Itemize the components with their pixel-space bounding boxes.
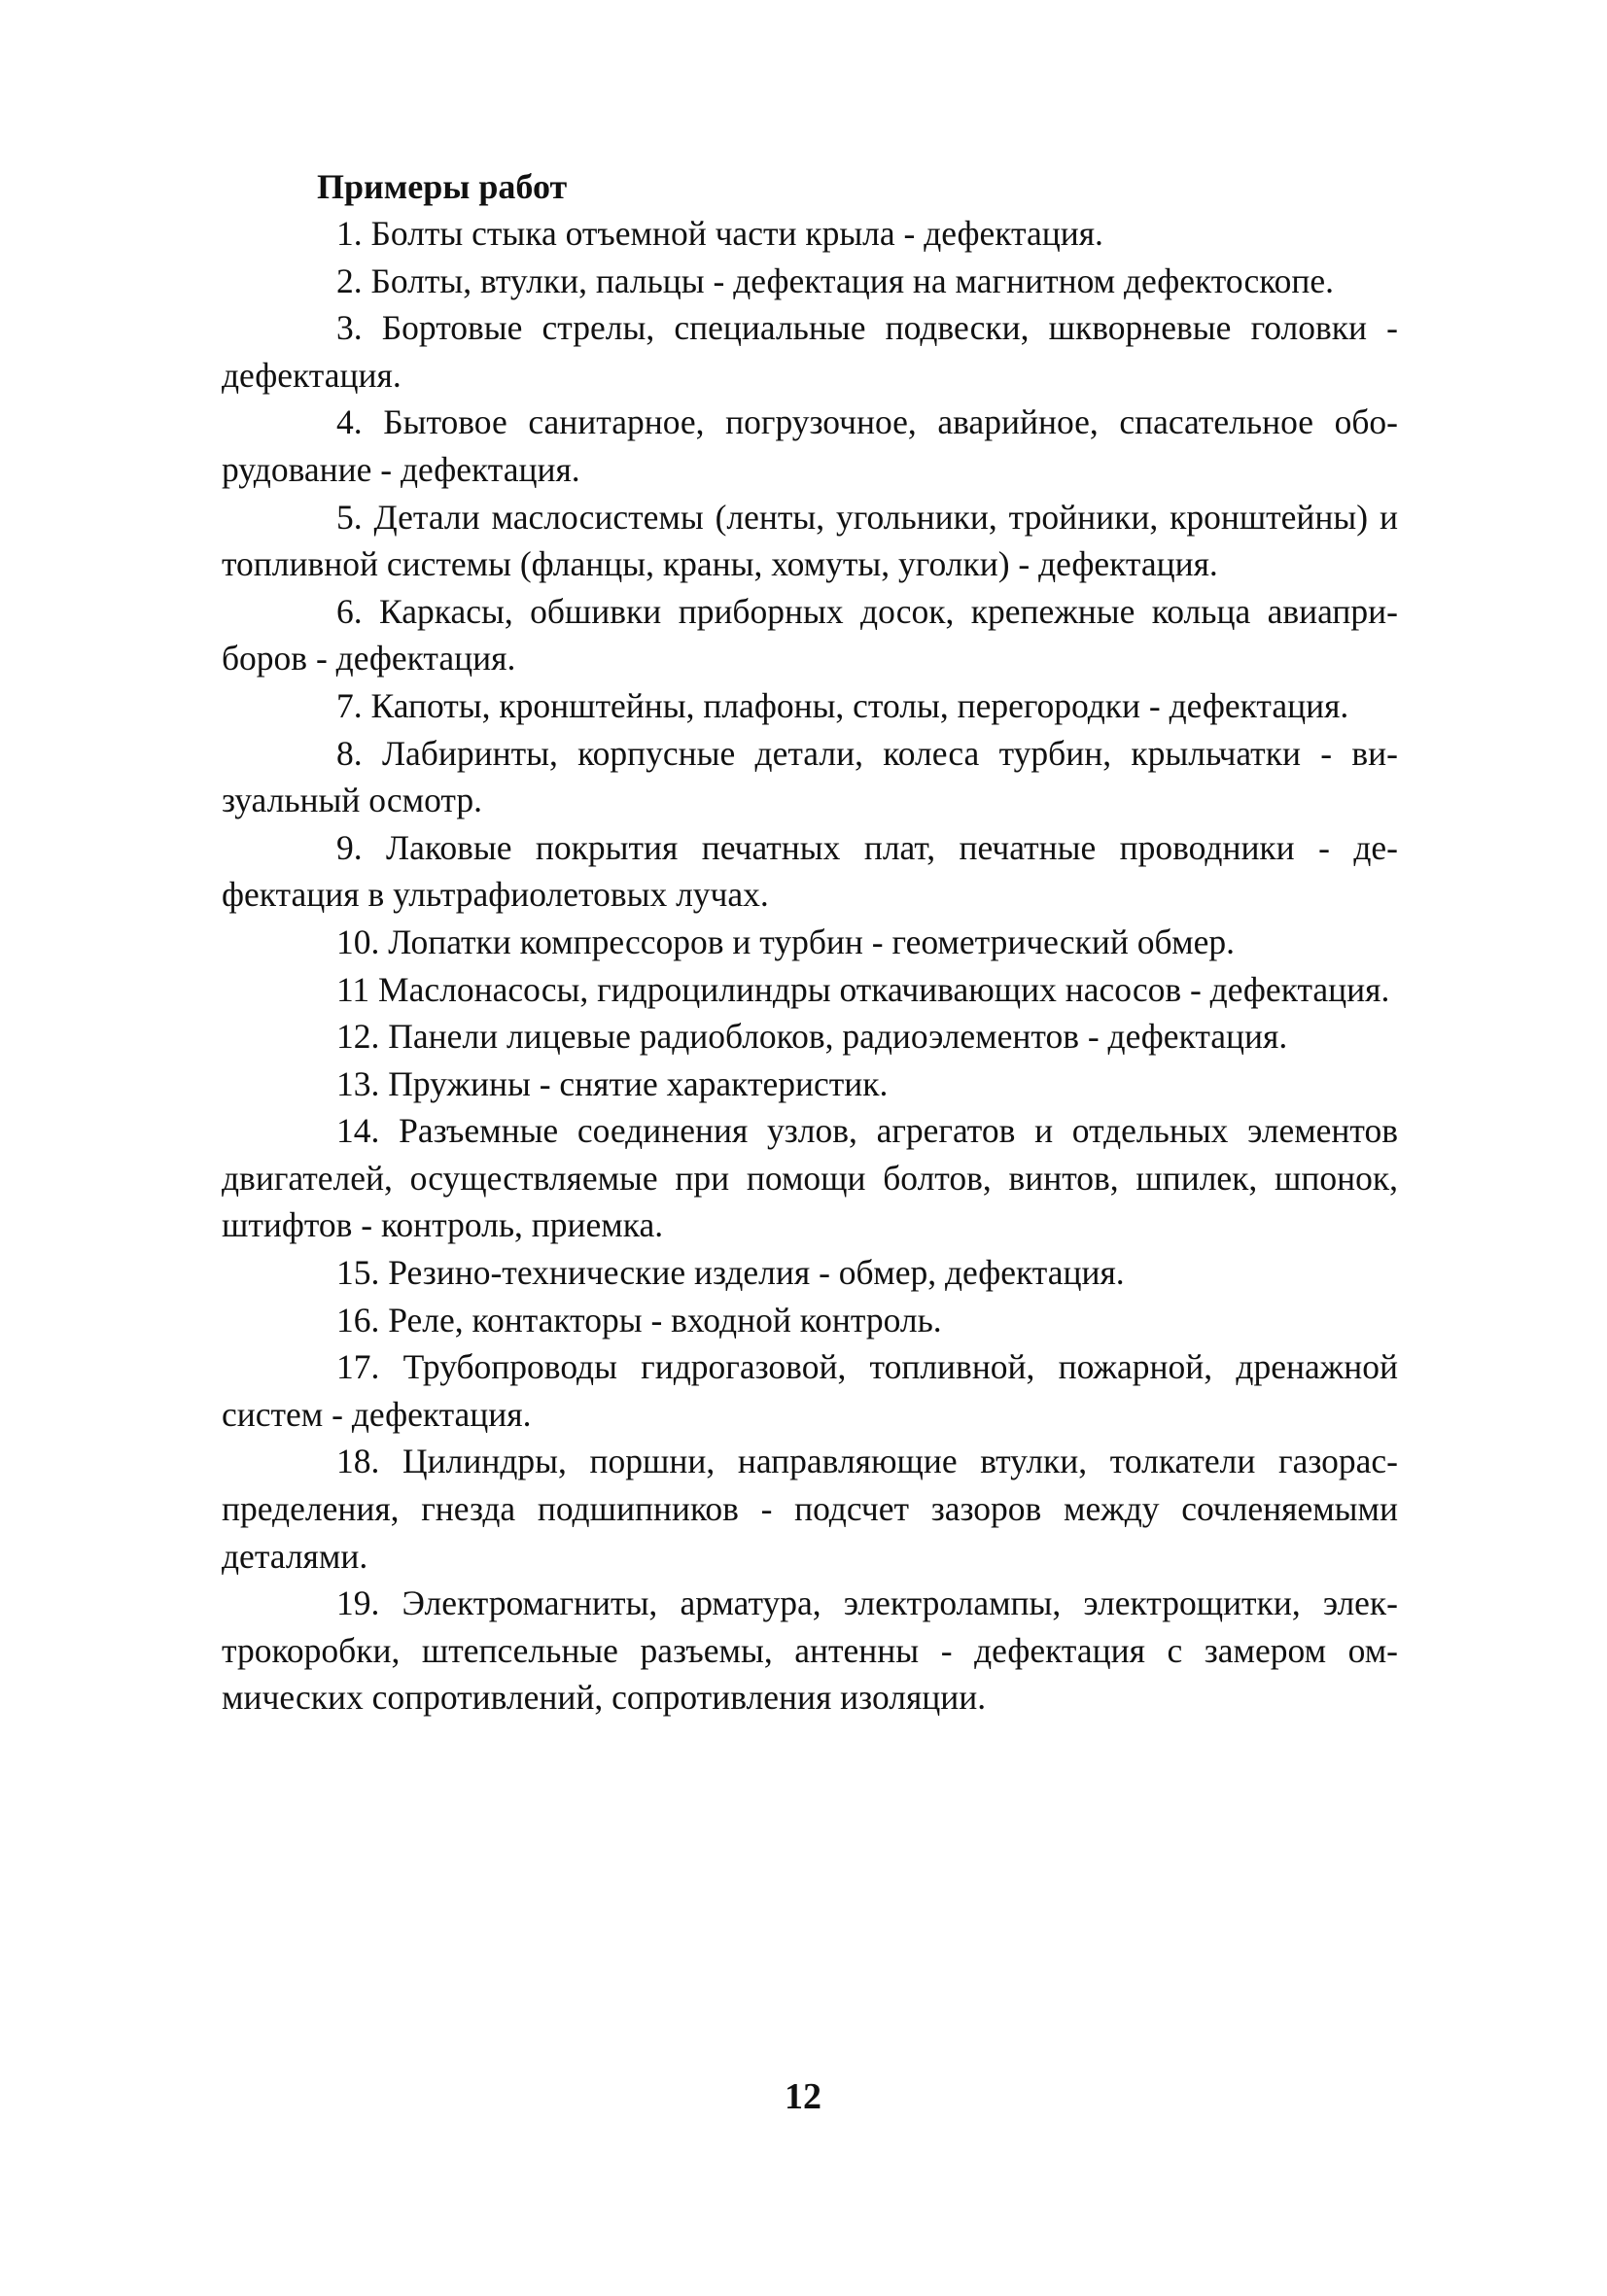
list-item: 8. Лабиринты, корпусные детали, колеса турбин, крыльчатки - визуальный осмотр. (222, 733, 1398, 820)
list-item: 13. Пружины - снятие характеристик. (336, 1063, 889, 1103)
list-item: 11 Маслонасосы, гидроцилиндры откачивающих насосов - дефектация. (336, 969, 1390, 1009)
list-item: 12. Панели лицевые радиоблоков, радиоэлементов - дефектация. (336, 1017, 1288, 1057)
work-examples-list (222, 210, 1398, 1722)
list-item: 17. Трубопроводы гидрогазовой, топливной, пожарной, дренажной систем - дефектация. (222, 1347, 1398, 1434)
list-item: 7. Капоты, кронштейны, плафоны, столы, перегородки - дефектация. (336, 685, 1349, 725)
list-item: 4. Бытовое санитарное, погрузочное, аварийное, спасательное оборудование - дефектация. (222, 402, 1398, 489)
list-item: 2. Болты, втулки, пальцы - дефектация на магнитном дефектоскопе. (336, 261, 1335, 300)
list-item: 14. Разъемные соединения узлов, агрегатов и отдельных элементов двигателей, осуществляемые при помощи болтов, винтов, шпилек, шпонок, штифтов - контроль, приемка. (222, 1111, 1398, 1245)
list-item: 15. Резино-технические изделия - обмер, дефектация. (336, 1253, 1125, 1293)
list-item: 10. Лопатки компрессоров и турбин - геометрический обмер. (336, 922, 1236, 961)
content-area (222, 163, 1398, 1722)
list-item: 1. Болты стыка отъемной части крыла - дефектация. (336, 214, 1103, 253)
list-item: 9. Лаковые покрытия печатных плат, печатные проводники - дефектация в ультрафиолетовых лучах. (222, 827, 1398, 915)
list-item: 18. Цилиндры, поршни, направляющие втулки, толкатели газораспределения, гнезда подшипников - подсчет зазоров между сочленяемыми деталями. (222, 1442, 1398, 1576)
list-item: 6. Каркасы, обшивки приборных досок, крепежные кольца авиаприборов - дефектация. (222, 591, 1398, 678)
list-item: 19. Электромагниты, арматура, электролампы, электрощитки, электрокоробки, штепсельные разъемы, антенны - дефектация с замером оммических сопротивлений, сопротивления изоляции. (222, 1583, 1398, 1718)
list-item: 3. Бортовые стрелы, специальные подвески, шкворневые головки - дефектация. (222, 308, 1398, 395)
list-item: 5. Детали маслосистемы (ленты, угольники, тройники, кронштейны) и топливной системы (фланцы, краны, хомуты, уголки) - дефектация. (222, 497, 1398, 584)
section-heading: Примеры работ (317, 167, 568, 206)
page-number: 12 (785, 2076, 821, 2117)
list-item: 16. Реле, контакторы - входной контроль. (336, 1300, 942, 1339)
